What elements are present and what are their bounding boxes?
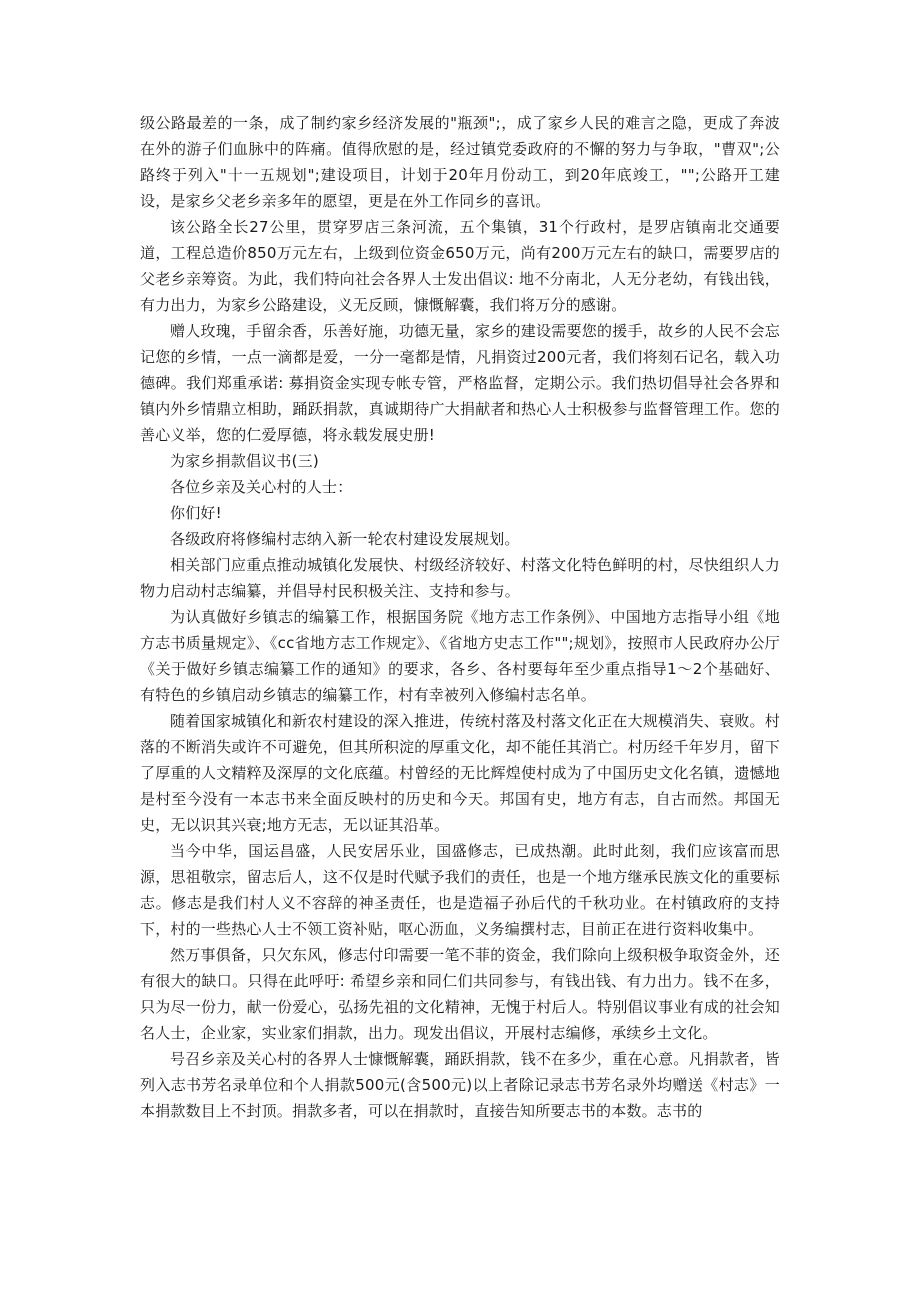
paragraph-10: 随着国家城镇化和新农村建设的深入推进，传统村落及村落文化正在大规模消失、衰败。村落的不断消失或许不可避免，但其所积淀的厚重文化，却不能任其消亡。村历经千年岁月，留下了厚重的人文精粹及深厚的文化底蕴。村曾经的无比辉煌使村成为了中国历史文化名镇，遗憾地是村至今没有一本志书来全面反映村的历史和今天。邦国有史，地方有志，自古而然。邦国无史，无以识其兴衰;地方无志，无以证其沿革。	[140, 712, 780, 834]
paragraph-1: 级公路最差的一条，成了制约家乡经济发展的"瓶颈";，成了家乡人民的难言之隐，更成了奔波在外的游子们血脉中的阵痛。值得欣慰的是，经过镇党委政府的不懈的努力与争取，"曹双";公路终于列入"十一五规划";建设项目，计划于20年月份动工，到20年底竣工，"";公路开工建设，是家乡父老乡亲多年的愿望，更是在外工作同乡的喜讯。	[140, 114, 780, 210]
paragraph-12: 然万事俱备，只欠东风，修志付印需要一笔不菲的资金，我们除向上级积极争取资金外，还有很大的缺口。只得在此呼吁: 希望乡亲和同仁们共同参与，有钱出钱、有力出力。钱不在多，只为尽一份力，献一份爱心，弘扬先祖的文化精神，无愧于村后人。特别倡议事业有成的社会知名人士，企业家，实业家们捐款，出力。现发出倡议，开展村志编修，承续乡土文化。	[140, 946, 780, 1042]
section-heading: 为家乡捐款倡议书(三)	[170, 452, 319, 470]
paragraph-9: 为认真做好乡镇志的编纂工作，根据国务院《地方志工作条例》、中国地方志指导小组《地方志书质量规定》、《cc省地方志工作规定》、《省地方史志工作"";规划》，按照市人民政府办公厅《关于做好乡镇志编纂工作的通知》的要求，各乡、各村要每年至少重点指导1～2个基础好、有特色的乡镇启动乡镇志的编纂工作，村有幸被列入修编村志名单。	[140, 608, 780, 704]
paragraph-11: 当今中华，国运昌盛，人民安居乐业，国盛修志，已成热潮。此时此刻，我们应该富而思源，思祖敬宗，留志后人，这不仅是时代赋予我们的责任，也是一个地方继承民族文化的重要标志。修志是我们村人义不容辞的神圣责任，也是造福子孙后代的千秋功业。在村镇政府的支持下，村的一些热心人士不领工资补贴，呕心沥血，义务编撰村志，目前正在进行资料收集中。	[140, 842, 780, 938]
salutation: 各位乡亲及关心村的人士：	[170, 478, 353, 496]
document-body	[140, 110, 780, 1124]
paragraph-7: 各级政府将修编村志纳入新一轮农村建设发展规划。	[170, 530, 520, 548]
paragraph-2: 该公路全长27公里，贯穿罗店三条河流，五个集镇，31个行政村，是罗店镇南北交通要道，工程总造价850万元左右，上级到位资金650万元，尚有200万元左右的缺口，需要罗店的父老乡亲筹资。为此，我们特向社会各界人士发出倡议: 地不分南北，人无分老幼，有钱出钱，有力出力，为家乡公路建设，义无反顾，慷慨解囊，我们将万分的感谢。	[140, 218, 780, 314]
paragraph-13: 号召乡亲及关心村的各界人士慷慨解囊，踊跃捐款，钱不在多少，重在心意。凡捐款者，皆列入志书芳名录单位和个人捐款500元(含500元)以上者除记录志书芳名录外均赠送《村志》一本捐款数目上不封顶。捐款多者，可以在捐款时，直接告知所要志书的本数。志书的	[140, 1050, 780, 1120]
paragraph-3: 赠人玫瑰，手留余香，乐善好施，功德无量，家乡的建设需要您的援手，故乡的人民不会忘记您的乡情，一点一滴都是爱，一分一毫都是情，凡捐资过200元者，我们将刻石记名，载入功德碑。我们郑重承诺: 募捐资金实现专帐专管，严格监督，定期公示。我们热切倡导社会各界和镇内外乡情鼎立相助，踊跃捐款，真诚期待广大捐献者和热心人士积极参与监督管理工作。您的善心义举，您的仁爱厚德，将永载发展史册!	[140, 322, 780, 444]
greeting: 你们好!	[170, 504, 222, 522]
paragraph-8: 相关部门应重点推动城镇化发展快、村级经济较好、村落文化特色鲜明的村，尽快组织人力物力启动村志编纂，并倡导村民积极关注、支持和参与。	[140, 556, 780, 600]
